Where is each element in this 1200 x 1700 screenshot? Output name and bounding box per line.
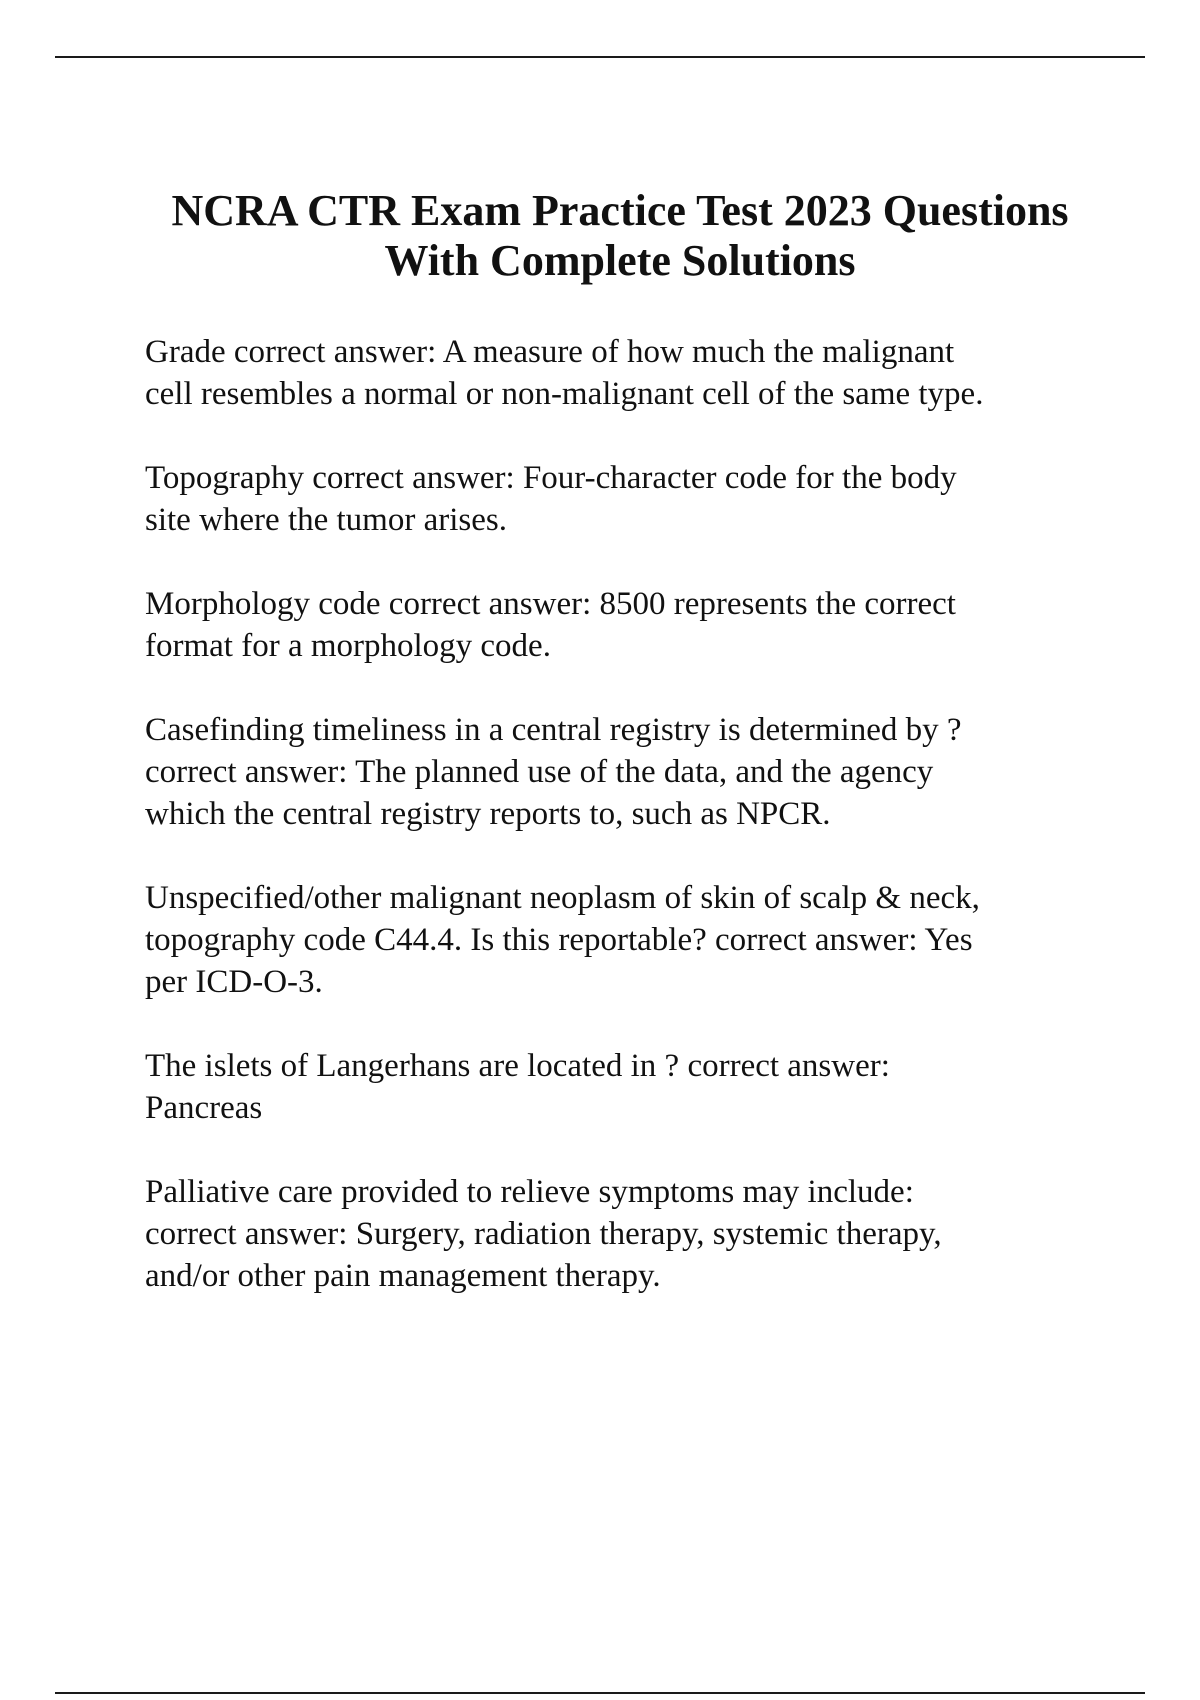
qa-line: which the central registry reports to, such as NPCR. xyxy=(145,796,831,832)
qa-item-palliative-care xyxy=(145,1171,1145,1297)
qa-line: Morphology code correct answer: 8500 represents the correct xyxy=(145,586,956,622)
question-answer-list xyxy=(145,331,1145,1339)
qa-item-morphology-code xyxy=(145,583,1145,667)
qa-line: The islets of Langerhans are located in ? correct answer: xyxy=(145,1048,890,1084)
qa-item-islets-of-langerhans xyxy=(145,1045,1145,1129)
qa-line: per ICD-O-3. xyxy=(145,964,323,1000)
qa-item-skin-neoplasm-reportable xyxy=(145,877,1145,1003)
qa-item-topography xyxy=(145,457,1145,541)
qa-line: correct answer: The planned use of the data, and the agency xyxy=(145,754,934,790)
qa-line: Unspecified/other malignant neoplasm of skin of scalp & neck, xyxy=(145,880,980,916)
footer-divider xyxy=(55,1692,1145,1694)
qa-line: format for a morphology code. xyxy=(145,628,551,664)
qa-item-grade xyxy=(145,331,1145,415)
qa-line: Grade correct answer: A measure of how much the malignant xyxy=(145,334,955,370)
header-divider xyxy=(55,56,1145,58)
qa-line: Casefinding timeliness in a central registry is determined by ? xyxy=(145,712,962,748)
qa-line: Pancreas xyxy=(145,1090,263,1126)
qa-line: cell resembles a normal or non-malignant cell of the same type. xyxy=(145,376,984,412)
qa-line: Topography correct answer: Four-character code for the body xyxy=(145,460,957,496)
qa-line: Palliative care provided to relieve symptoms may include: xyxy=(145,1174,914,1210)
qa-line: site where the tumor arises. xyxy=(145,502,507,538)
title-line: With Complete Solutions xyxy=(384,236,856,285)
qa-item-casefinding-timeliness xyxy=(145,709,1145,835)
document-title xyxy=(100,186,1140,286)
qa-line: correct answer: Surgery, radiation therapy, systemic therapy, xyxy=(145,1216,942,1252)
qa-line: topography code C44.4. Is this reportable? correct answer: Yes xyxy=(145,922,973,958)
qa-line: and/or other pain management therapy. xyxy=(145,1258,661,1294)
title-line: NCRA CTR Exam Practice Test 2023 Questions xyxy=(171,186,1069,235)
